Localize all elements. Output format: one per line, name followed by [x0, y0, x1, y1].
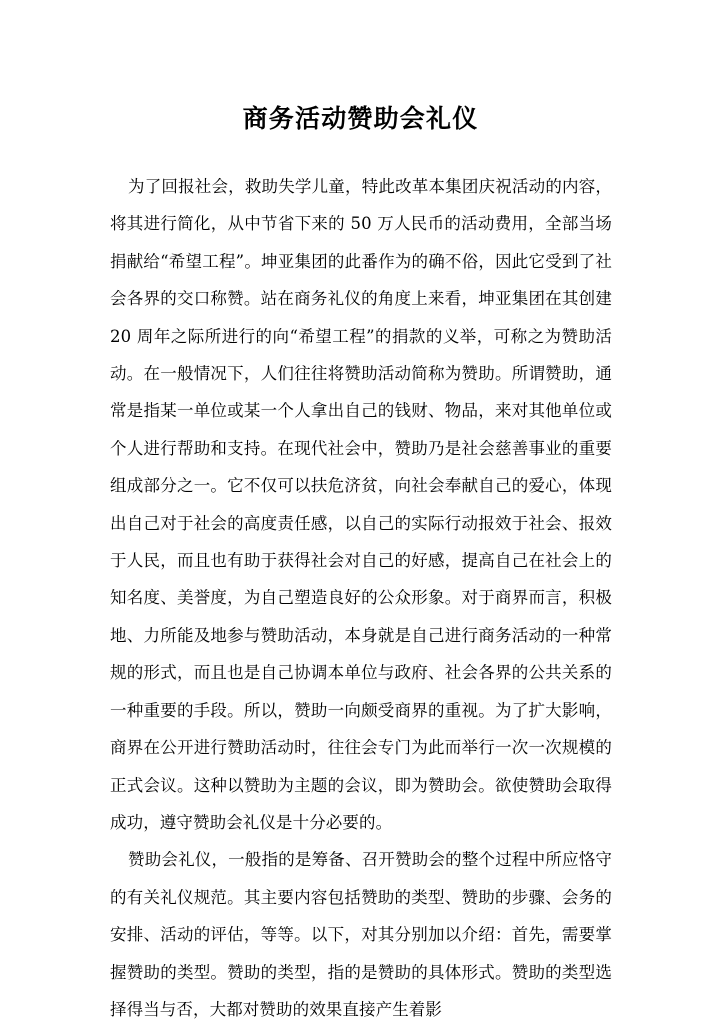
page-title: 商务活动赞助会礼仪 [242, 103, 479, 133]
document-body [110, 168, 612, 1028]
body-paragraph-2: 赞助会礼仪，一般指的是筹备、召开赞助会的整个过程中所应恪守的有关礼仪规范。其主要内容包括赞助的类型、赞助的步骤、会务的安排、活动的评估，等等。以下，对其分别加以介绍：首先，需要掌握赞助的类型。赞助的类型，指的是赞助的具体形式。赞助的类型选择得当与否，大都对赞助的效果直接产生着影 [110, 850, 612, 1019]
body-paragraph-1: 为了回报社会，救助失学儿童，特此改革本集团庆祝活动的内容，将其进行简化，从中节省下来的 50 万人民币的活动费用，全部当场捐献给“希望工程”。坤亚集团的此番作为的确不俗，因此它受到了社会各界的交口称赞。站在商务礼仪的角度上来看，坤亚集团在其创建 20 周年之际所进行的向“希望工程”的捐款的义举，可称之为赞助活动。在一般情况下，人们往往将赞助活动简称为赞助。所谓赞助，通常是指某一单位或某一个人拿出自己的钱财、物品，来对其他单位或个人进行帮助和支持。在现代社会中，赞助乃是社会慈善事业的重要组成部分之一。它不仅可以扶危济贫，向社会奉献自己的爱心，体现出自己对于社会的高度责任感，以自己的实际行动报效于社会、报效于人民，而且也有助于获得社会对自己的好感，提高自己在社会上的知名度、美誉度，为自己塑造良好的公众形象。对于商界而言，积极地、力所能及地参与赞助活动，本身就是自己进行商务活动的一种常规的形式，而且也是自己协调本单位与政府、社会各界的公共关系的一种重要的手段。所以，赞助一向颇受商界的重视。为了扩大影响，商界在公开进行赞助活动时，往往会专门为此而举行一次一次规模的正式会议。这种以赞助为主题的会议，即为赞助会。欲使赞助会取得成功，遵守赞助会礼仪是十分必要的。 [110, 177, 612, 832]
